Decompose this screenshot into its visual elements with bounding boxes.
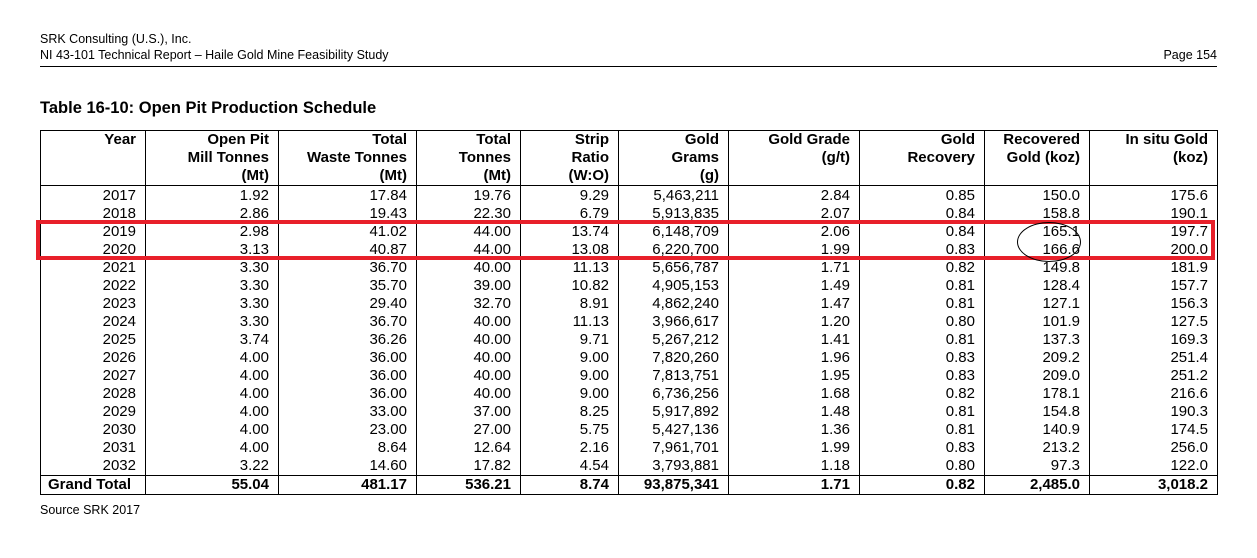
table-cell: 169.3: [1090, 331, 1218, 349]
table-cell: 1.20: [729, 313, 860, 331]
column-header-line: Gold (koz): [1006, 149, 1080, 166]
table-row: [41, 385, 1218, 403]
table-cell: 1.41: [729, 331, 860, 349]
total-cell: 481.17: [279, 476, 417, 495]
table-cell: 36.00: [279, 349, 417, 367]
table-cell: 2.84: [729, 186, 860, 206]
table-cell: 3.30: [146, 277, 279, 295]
table-cell: 0.81: [860, 331, 985, 349]
table-cell: 256.0: [1090, 439, 1218, 457]
table-cell: 9.29: [521, 186, 619, 206]
table-cell: 1.49: [729, 277, 860, 295]
table-row: [41, 259, 1218, 277]
table-cell: 2029: [41, 403, 146, 421]
table-cell: 174.5: [1090, 421, 1218, 439]
table-cell: 1.95: [729, 367, 860, 385]
table-cell: 251.4: [1090, 349, 1218, 367]
column-header-line: Gold Grade: [768, 131, 850, 148]
total-cell: Grand Total: [41, 476, 146, 495]
table-cell: 2.16: [521, 439, 619, 457]
document-header: [40, 31, 389, 63]
table-cell: 0.84: [860, 205, 985, 223]
column-header: [146, 131, 279, 186]
table-cell: 127.1: [985, 295, 1090, 313]
header-divider: [40, 66, 1217, 67]
table-cell: 175.6: [1090, 186, 1218, 206]
table-cell: 1.92: [146, 186, 279, 206]
table-cell: 0.83: [860, 349, 985, 367]
table-row: [41, 349, 1218, 367]
table-cell: 11.13: [521, 259, 619, 277]
table-cell: 8.64: [279, 439, 417, 457]
table-cell: 2021: [41, 259, 146, 277]
table-cell: 27.00: [417, 421, 521, 439]
table-cell: 216.6: [1090, 385, 1218, 403]
table-cell: 9.00: [521, 385, 619, 403]
table-cell: 197.7: [1090, 223, 1218, 241]
table-cell: 122.0: [1090, 457, 1218, 476]
table-cell: 0.81: [860, 295, 985, 313]
table-cell: 8.91: [521, 295, 619, 313]
table-cell: 4.00: [146, 385, 279, 403]
table-cell: 0.83: [860, 241, 985, 259]
table-cell: 4.00: [146, 367, 279, 385]
total-cell: 2,485.0: [985, 476, 1090, 495]
table-cell: 5,656,787: [619, 259, 729, 277]
table-cell: 40.00: [417, 367, 521, 385]
table-cell: 190.1: [1090, 205, 1218, 223]
table-cell: 6,220,700: [619, 241, 729, 259]
table-cell: 213.2: [985, 439, 1090, 457]
table-cell: 36.70: [279, 259, 417, 277]
table-cell: 1.68: [729, 385, 860, 403]
table-cell: 40.87: [279, 241, 417, 259]
table-cell: 1.18: [729, 457, 860, 476]
table-row: [41, 421, 1218, 439]
grand-total-row: [41, 476, 1218, 495]
table-cell: 19.76: [417, 186, 521, 206]
table-cell: 13.08: [521, 241, 619, 259]
total-cell: 93,875,341: [619, 476, 729, 495]
table-cell: 35.70: [279, 277, 417, 295]
table-row: [41, 186, 1218, 206]
table-cell: 128.4: [985, 277, 1090, 295]
column-header-line: Total: [476, 131, 511, 148]
table-cell: 4.00: [146, 403, 279, 421]
table-cell: 11.13: [521, 313, 619, 331]
column-header: [860, 131, 985, 186]
table-cell: 9.71: [521, 331, 619, 349]
table-cell: 41.02: [279, 223, 417, 241]
table-row: [41, 439, 1218, 457]
table-cell: 251.2: [1090, 367, 1218, 385]
table-row: [41, 457, 1218, 476]
column-header-line: Year: [104, 131, 136, 148]
table-row: [41, 241, 1218, 259]
table-row: [41, 205, 1218, 223]
table-cell: 39.00: [417, 277, 521, 295]
table-cell: 200.0: [1090, 241, 1218, 259]
table-cell: 4.54: [521, 457, 619, 476]
table-cell: 9.00: [521, 367, 619, 385]
table-cell: 0.81: [860, 421, 985, 439]
table-cell: 2030: [41, 421, 146, 439]
table-cell: 2.07: [729, 205, 860, 223]
table-cell: 3,793,881: [619, 457, 729, 476]
table-cell: 17.84: [279, 186, 417, 206]
column-header-line: Recovered: [1003, 131, 1080, 148]
total-cell: 536.21: [417, 476, 521, 495]
column-header-line: Recovery: [907, 149, 975, 166]
table-cell: 40.00: [417, 259, 521, 277]
table-header: [41, 131, 1218, 186]
table-cell: 209.2: [985, 349, 1090, 367]
table-cell: 150.0: [985, 186, 1090, 206]
table-cell: 2032: [41, 457, 146, 476]
table-cell: 1.99: [729, 241, 860, 259]
table-cell: 3.74: [146, 331, 279, 349]
table-cell: 154.8: [985, 403, 1090, 421]
column-header-line: (g): [699, 167, 719, 184]
table-footer: [41, 476, 1218, 495]
column-header-line: In situ Gold: [1125, 131, 1208, 148]
column-header-line: Tonnes: [458, 149, 511, 166]
total-cell: 55.04: [146, 476, 279, 495]
table-cell: 3,966,617: [619, 313, 729, 331]
table-cell: 0.84: [860, 223, 985, 241]
table-cell: 6,148,709: [619, 223, 729, 241]
table-cell: 2026: [41, 349, 146, 367]
table-cell: 4,905,153: [619, 277, 729, 295]
table-cell: 181.9: [1090, 259, 1218, 277]
table-cell: 158.8: [985, 205, 1090, 223]
table-cell: 2019: [41, 223, 146, 241]
column-header-line: Gold: [684, 131, 719, 148]
table-cell: 36.70: [279, 313, 417, 331]
table-cell: 44.00: [417, 241, 521, 259]
column-header-line: (koz): [1173, 149, 1208, 166]
table-cell: 165.1: [985, 223, 1090, 241]
table-cell: 156.3: [1090, 295, 1218, 313]
table-cell: 3.30: [146, 313, 279, 331]
table-cell: 32.70: [417, 295, 521, 313]
column-header-line: (Mt): [483, 167, 511, 184]
table-cell: 0.85: [860, 186, 985, 206]
table-cell: 137.3: [985, 331, 1090, 349]
table-cell: 0.83: [860, 439, 985, 457]
table-title: Table 16-10: Open Pit Production Schedule: [40, 99, 377, 117]
table-cell: 178.1: [985, 385, 1090, 403]
table-row: [41, 295, 1218, 313]
table-row: [41, 367, 1218, 385]
table-cell: 2017: [41, 186, 146, 206]
table-cell: 140.9: [985, 421, 1090, 439]
table-cell: 190.3: [1090, 403, 1218, 421]
total-cell: 3,018.2: [1090, 476, 1218, 495]
header-row: [41, 131, 1218, 186]
table-cell: 1.36: [729, 421, 860, 439]
column-header-line: Gold: [940, 131, 975, 148]
column-header-line: Total: [372, 131, 407, 148]
table-cell: 36.26: [279, 331, 417, 349]
table-cell: 5,463,211: [619, 186, 729, 206]
report-title: NI 43-101 Technical Report – Haile Gold Mine Feasibility Study: [40, 48, 389, 62]
table-cell: 0.82: [860, 259, 985, 277]
company-name: SRK Consulting (U.S.), Inc.: [40, 32, 192, 46]
column-header: [417, 131, 521, 186]
table-cell: 8.25: [521, 403, 619, 421]
production-schedule-table: [40, 130, 1218, 495]
table-cell: 2.06: [729, 223, 860, 241]
table-cell: 14.60: [279, 457, 417, 476]
table-cell: 0.81: [860, 277, 985, 295]
table-cell: 19.43: [279, 205, 417, 223]
table-cell: 36.00: [279, 367, 417, 385]
table-cell: 2024: [41, 313, 146, 331]
column-header: [619, 131, 729, 186]
table-row: [41, 277, 1218, 295]
column-header-line: Strip: [574, 131, 609, 148]
table-cell: 97.3: [985, 457, 1090, 476]
table-cell: 0.81: [860, 403, 985, 421]
column-header-line: (Mt): [241, 167, 269, 184]
table-cell: 0.80: [860, 313, 985, 331]
table-cell: 2022: [41, 277, 146, 295]
table-cell: 3.22: [146, 457, 279, 476]
table-row: [41, 223, 1218, 241]
column-header-line: Waste Tonnes: [306, 149, 407, 166]
table-cell: 5.75: [521, 421, 619, 439]
table-row: [41, 331, 1218, 349]
table-cell: 3.30: [146, 295, 279, 313]
column-header-line: (g/t): [821, 149, 850, 166]
table-cell: 149.8: [985, 259, 1090, 277]
table-cell: 40.00: [417, 349, 521, 367]
table-cell: 3.13: [146, 241, 279, 259]
table-cell: 2020: [41, 241, 146, 259]
total-cell: 8.74: [521, 476, 619, 495]
table-cell: 1.71: [729, 259, 860, 277]
table-cell: 40.00: [417, 313, 521, 331]
table-cell: 166.6: [985, 241, 1090, 259]
table-cell: 3.30: [146, 259, 279, 277]
table-cell: 40.00: [417, 331, 521, 349]
page-number: Page 154: [1163, 48, 1217, 62]
table-body: [41, 186, 1218, 476]
table-cell: 5,267,212: [619, 331, 729, 349]
column-header-line: Grams: [671, 149, 719, 166]
table-cell: 2.98: [146, 223, 279, 241]
table-cell: 1.47: [729, 295, 860, 313]
column-header-line: (Mt): [379, 167, 407, 184]
total-cell: 0.82: [860, 476, 985, 495]
table-cell: 36.00: [279, 385, 417, 403]
table-cell: 4.00: [146, 439, 279, 457]
table-cell: 22.30: [417, 205, 521, 223]
table-cell: 37.00: [417, 403, 521, 421]
column-header-line: Open Pit: [207, 131, 269, 148]
table-cell: 7,813,751: [619, 367, 729, 385]
table-cell: 2031: [41, 439, 146, 457]
table-cell: 2023: [41, 295, 146, 313]
table-cell: 29.40: [279, 295, 417, 313]
table-cell: 2027: [41, 367, 146, 385]
column-header: [729, 131, 860, 186]
column-header-line: Mill Tonnes: [187, 149, 269, 166]
table-cell: 23.00: [279, 421, 417, 439]
table-cell: 157.7: [1090, 277, 1218, 295]
table-cell: 5,427,136: [619, 421, 729, 439]
table-cell: 2.86: [146, 205, 279, 223]
column-header: [279, 131, 417, 186]
table-cell: 10.82: [521, 277, 619, 295]
table-cell: 6.79: [521, 205, 619, 223]
column-header: [521, 131, 619, 186]
table-cell: 44.00: [417, 223, 521, 241]
table-cell: 4.00: [146, 349, 279, 367]
table-cell: 2028: [41, 385, 146, 403]
table-cell: 9.00: [521, 349, 619, 367]
table-cell: 13.74: [521, 223, 619, 241]
table-cell: 12.64: [417, 439, 521, 457]
table-cell: 2025: [41, 331, 146, 349]
table-cell: 1.48: [729, 403, 860, 421]
table-cell: 101.9: [985, 313, 1090, 331]
total-cell: 1.71: [729, 476, 860, 495]
column-header-line: Ratio: [571, 149, 609, 166]
table-cell: 4.00: [146, 421, 279, 439]
table-row: [41, 403, 1218, 421]
column-header: [41, 131, 146, 186]
column-header-line: (W:O): [568, 167, 609, 184]
table-cell: 0.80: [860, 457, 985, 476]
table-cell: 40.00: [417, 385, 521, 403]
table-cell: 5,913,835: [619, 205, 729, 223]
table-cell: 0.82: [860, 385, 985, 403]
table-cell: 6,736,256: [619, 385, 729, 403]
source-note: Source SRK 2017: [40, 503, 141, 517]
table-cell: 2018: [41, 205, 146, 223]
table-row: [41, 313, 1218, 331]
table-cell: 127.5: [1090, 313, 1218, 331]
table-cell: 209.0: [985, 367, 1090, 385]
table-cell: 1.99: [729, 439, 860, 457]
column-header: [1090, 131, 1218, 186]
table-cell: 7,820,260: [619, 349, 729, 367]
table-cell: 5,917,892: [619, 403, 729, 421]
table-cell: 17.82: [417, 457, 521, 476]
table-cell: 7,961,701: [619, 439, 729, 457]
column-header: [985, 131, 1090, 186]
table-cell: 0.83: [860, 367, 985, 385]
table-cell: 4,862,240: [619, 295, 729, 313]
table-cell: 33.00: [279, 403, 417, 421]
table-cell: 1.96: [729, 349, 860, 367]
